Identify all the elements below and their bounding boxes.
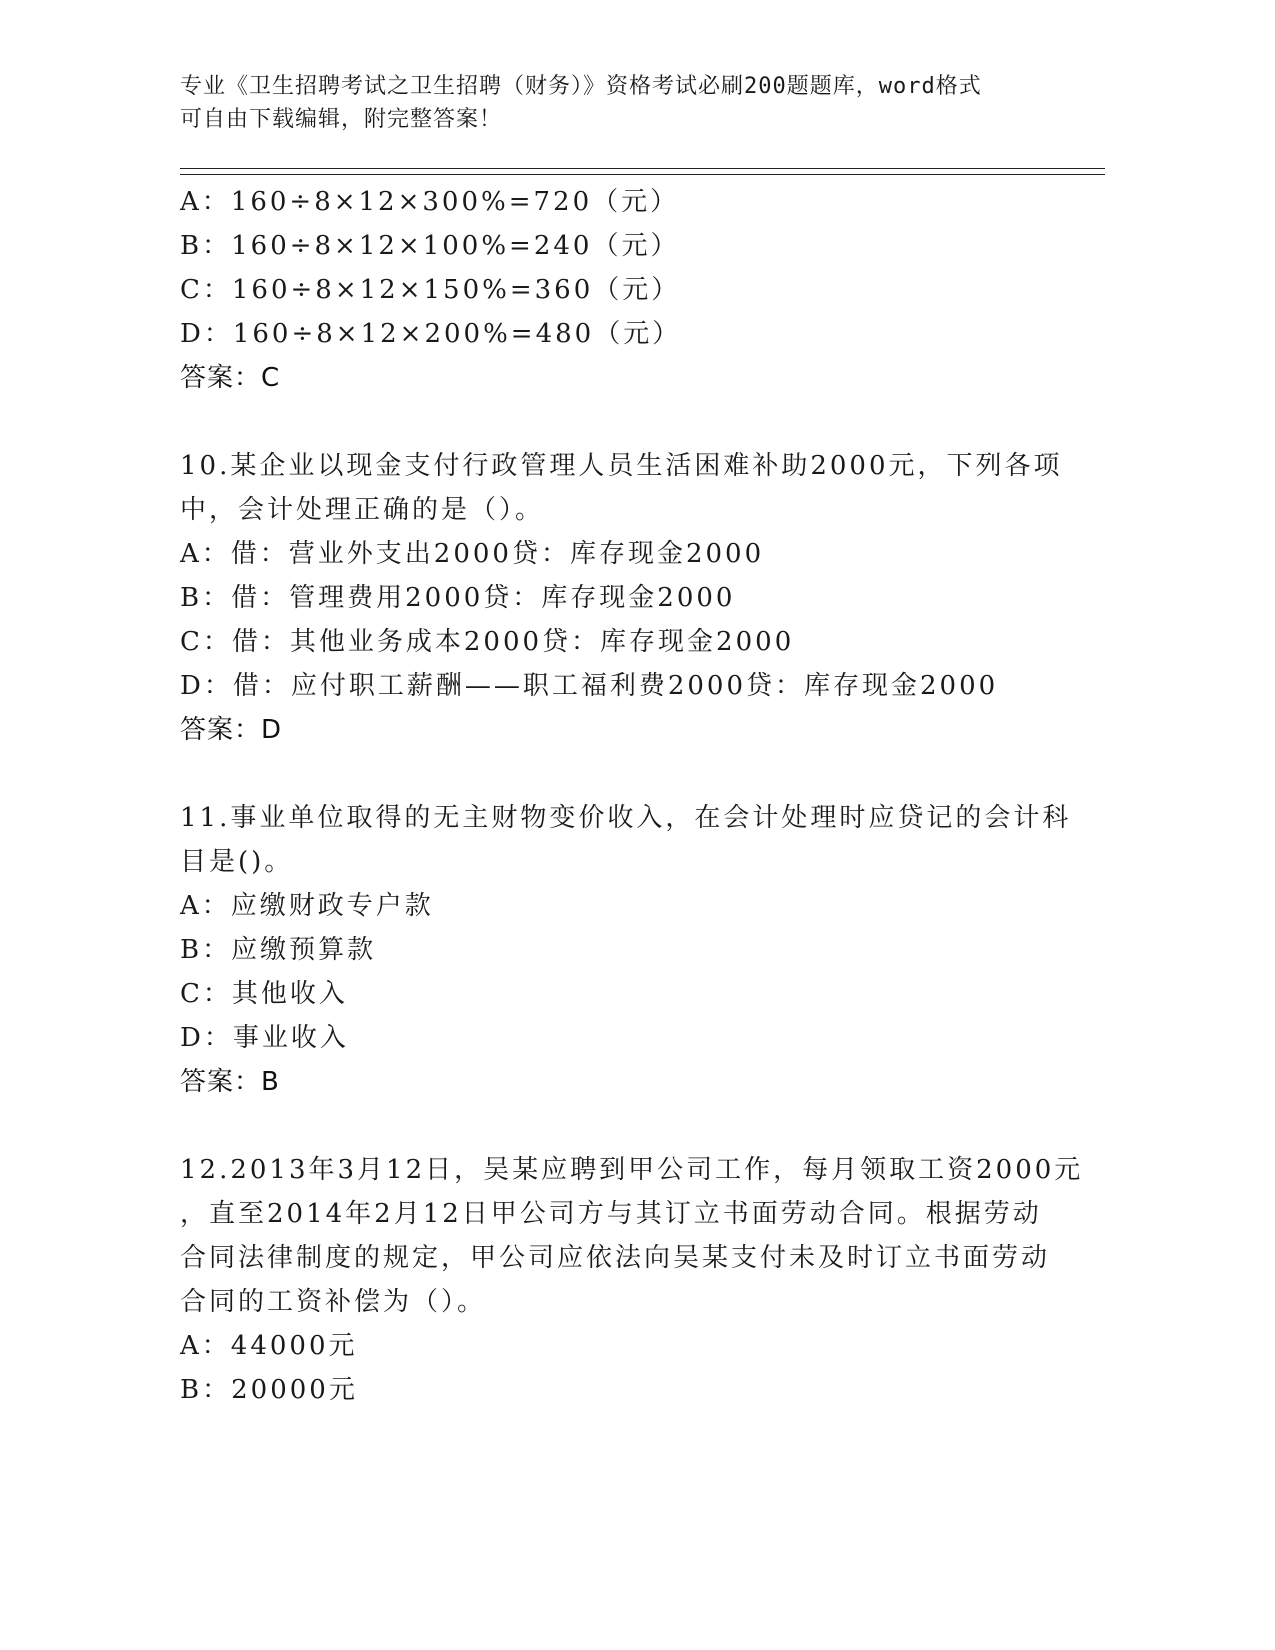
spacer (180, 1104, 1060, 1148)
option-a: A：应缴财政专户款 (180, 891, 434, 921)
option-b: B：借：管理费用2000贷：库存现金2000 (180, 583, 736, 613)
header-divider-bottom (180, 174, 1105, 175)
question-stem-line: 合同的工资补偿为（）。 (180, 1287, 487, 1317)
option-b: B：160÷8×12×100%=240（元） (180, 231, 680, 261)
question-stem-line: 中，会计处理正确的是（）。 (180, 495, 545, 525)
header-divider-top (180, 168, 1105, 169)
question-9 (180, 180, 1060, 400)
spacer (180, 400, 1060, 444)
header-line-1: 专业《卫生招聘考试之卫生招聘（财务）》资格考试必刷200题题库，word格式 (180, 74, 982, 99)
header-line-2: 可自由下载编辑，附完整答案！ (180, 107, 503, 132)
question-10 (180, 444, 1063, 752)
question-stem-line: 合同法律制度的规定，甲公司应依法向吴某支付未及时订立书面劳动 (180, 1243, 1051, 1273)
option-c: C：借：其他业务成本2000贷：库存现金2000 (180, 627, 795, 657)
option-b: B：20000元 (180, 1375, 358, 1405)
option-d: D：160÷8×12×200%=480（元） (180, 319, 682, 349)
question-stem-line: 10.某企业以现金支付行政管理人员生活困难补助2000元，下列各项 (180, 451, 1063, 481)
question-12 (180, 1148, 1084, 1412)
option-c: C：160÷8×12×150%=360（元） (180, 275, 681, 305)
question-list (180, 180, 1084, 1412)
answer: 答案：C (180, 363, 281, 393)
question-11 (180, 796, 1072, 1104)
page-header (180, 70, 1040, 136)
question-stem-line: 12.2013年3月12日，吴某应聘到甲公司工作，每月领取工资2000元 (180, 1155, 1084, 1185)
question-stem-line: ，直至2014年2月12日甲公司方与其订立书面劳动合同。根据劳动 (180, 1199, 1042, 1229)
option-a: A：44000元 (180, 1331, 358, 1361)
option-d: D：事业收入 (180, 1023, 349, 1053)
question-stem-line: 目是()。 (180, 847, 294, 877)
answer: 答案：D (180, 715, 283, 745)
option-a: A：160÷8×12×300%=720（元） (180, 187, 680, 217)
question-stem-line: 11.事业单位取得的无主财物变价收入，在会计处理时应贷记的会计科 (180, 803, 1072, 833)
option-a: A：借：营业外支出2000贷：库存现金2000 (180, 539, 765, 569)
answer: 答案：B (180, 1067, 280, 1097)
spacer (180, 752, 1060, 796)
option-d: D：借：应付职工薪酬——职工福利费2000贷：库存现金2000 (180, 671, 999, 701)
option-c: C：其他收入 (180, 979, 348, 1009)
option-b: B：应缴预算款 (180, 935, 377, 965)
